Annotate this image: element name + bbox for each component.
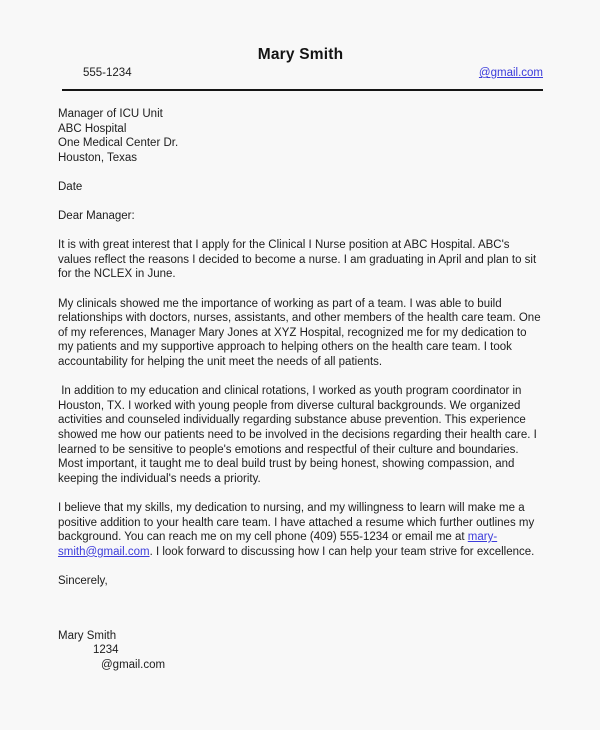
recipient-line: ABC Hospital <box>58 122 127 135</box>
date-line: Date <box>58 180 83 193</box>
header-contact-row <box>58 66 543 80</box>
signature-block <box>58 629 543 673</box>
body-paragraph: My clinicals showed me the importance of working as part of a team. I was able to build relationships with doctors, nurses, assistants, and other members of the health care team. One of my references, Manager Mary Jones at XYZ Hospital, recognized me for my dedication to my patients and my supportive approach to helping others on the health care team. I took accountability for helping the unit meet the needs of all patients. <box>58 297 544 368</box>
signature-phone: 1234 <box>93 644 119 657</box>
signature-email: @gmail.com <box>101 658 166 671</box>
body-paragraph: It is with great interest that I apply for the Clinical I Nurse position at ABC Hospital. ABC's values reflect the reasons I decided to become a nurse. I am graduating in April and plan to sit for the NCLEX in June. <box>58 239 540 281</box>
closing-text-before: I believe that my skills, my dedication to nursing, and my willingness to learn will make me a positive addition to your health care team. I have attached a resume which further outlines my background. You can reach me on my cell phone (409) 555-1234 or email me at <box>58 501 538 544</box>
recipient-address <box>58 107 543 165</box>
recipient-line: Manager of ICU Unit <box>58 108 163 120</box>
recipient-line: Houston, Texas <box>58 151 138 164</box>
letter-body <box>58 91 543 672</box>
header-name: Mary Smith <box>257 46 344 63</box>
header-email-link[interactable]: @gmail.com <box>478 67 543 79</box>
body-paragraph: In addition to my education and clinical rotations, I worked as youth program coordinator in Houston, TX. I worked with young people from diverse cultural backgrounds. We organized activities and counseled individually regarding substance abuse prevention. This experience showed me how our patients need to be involved in the decisions regarding their health care. I learned to be sensitive to people's emotions and respectful of their culture and boundaries. Most important, it taught me to deal build trust by being honest, showing compassion, and keeping the individual's needs a priority. <box>58 385 541 485</box>
recipient-line: One Medical Center Dr. <box>58 137 179 150</box>
closing-text-after: . I look forward to discussing how I can help your team strive for excellence. <box>149 545 535 558</box>
letter-header <box>58 46 543 91</box>
signoff: Sincerely, <box>58 574 108 587</box>
closing-paragraph <box>58 501 543 559</box>
salutation: Dear Manager: <box>58 210 135 223</box>
body-email-link[interactable]: mary-smith@gmail.com <box>58 531 498 558</box>
header-phone: 555-1234 <box>83 67 132 79</box>
signature-name: Mary Smith <box>58 629 117 642</box>
